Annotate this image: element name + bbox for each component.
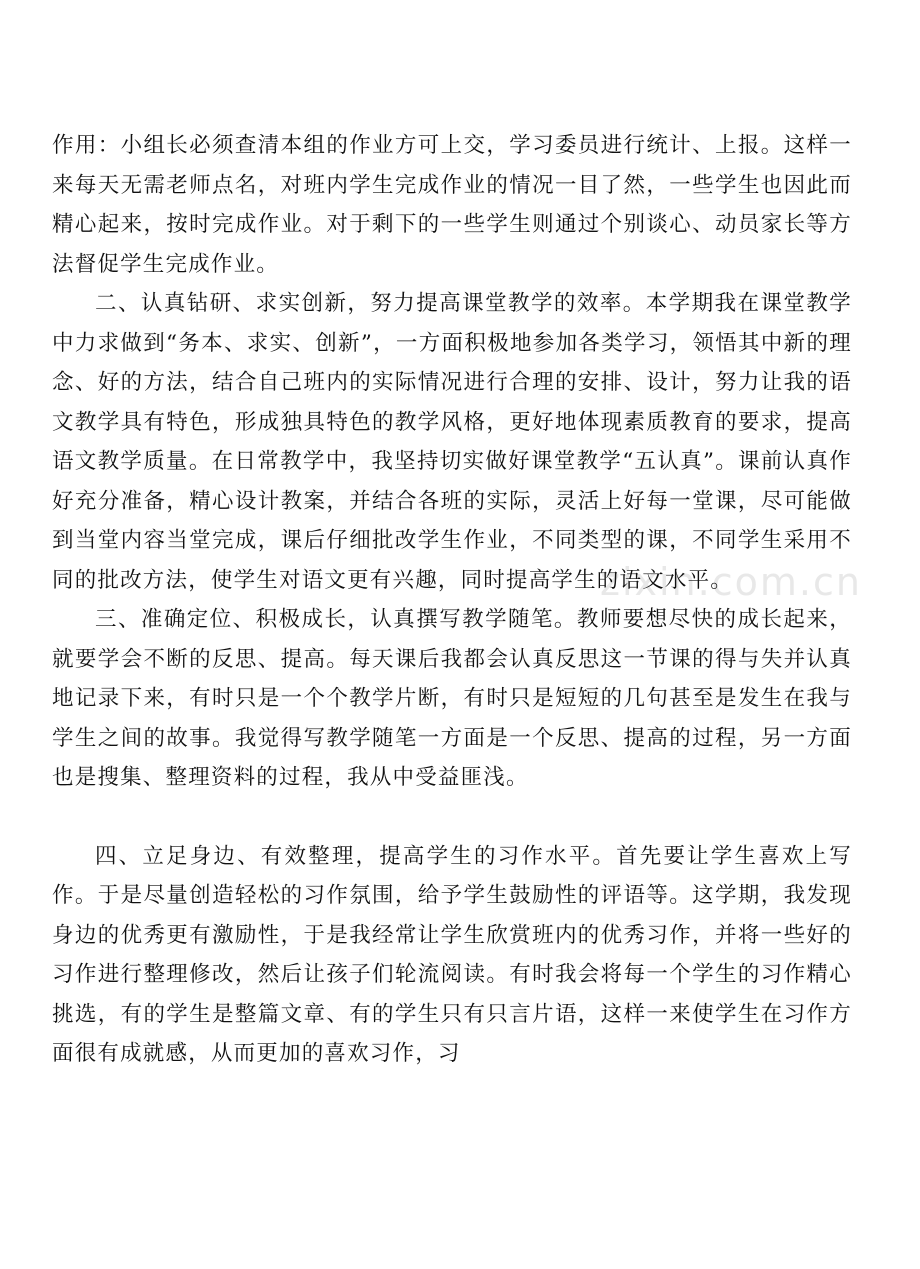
paragraph-section-two: 二、认真钻研、求实创新，努力提高课堂教学的效率。本学期我在课堂教学中力求做到“务本、求实、创新”，一方面积极地参加各类学习，领悟其中新的理念、好的方法，结合自己班内的实际情况进行合理的安排、设计，努力让我的语文教学具有特色，形成独具特色的教学风格，更好地体现素质教育的要求，提高语文教学质量。在日常教学中，我坚持切实做好课堂教学“五认真”。课前认真作好充分准备，精心设计教案，并结合各班的实际，灵活上好每一堂课，尽可能做到当堂内容当堂完成，课后仔细批改学生作业，不同类型的课，不同学生采用不同的批改方法，使学生对语文更有兴趣，同时提高学生的语文水平。 xyxy=(52,291,852,593)
paragraph-continuation: 作用：小组长必须查清本组的作业方可上交，学习委员进行统计、上报。这样一来每天无需老师点名，对班内学生完成作业的情况一目了然，一些学生也因此而精心起来，按时完成作业。对于剩下的一些学生则通过个别谈心、动员家长等方法督促学生完成作业。 xyxy=(52,133,852,277)
document-page xyxy=(52,126,852,1074)
paragraph-gap xyxy=(52,798,852,837)
paragraph-section-four: 四、立足身边、有效整理，提高学生的习作水平。首先要让学生喜欢上写作。于是尽量创造轻松的习作氛围，给予学生鼓励性的评语等。这学期，我发现身边的优秀更有激励性，于是我经常让学生欣赏班内的优秀习作，并将一些好的习作进行整理修改，然后让孩子们轮流阅读。有时我会将每一个学生的习作精心挑选，有的学生是整篇文章、有的学生只有只言片语，这样一来使学生在习作方面很有成就感，从而更加的喜欢习作，习 xyxy=(52,843,852,1066)
watermark-text: zixin.com.cn xyxy=(600,560,862,604)
paragraph-section-three: 三、准确定位、积极成长，认真撰写教学随笔。教师要想尽快的成长起来，就要学会不断的反思、提高。每天课后我都会认真反思这一节课的得与失并认真地记录下来，有时只是一个个教学片断，有时只是短短的几句甚至是发生在我与学生之间的故事。我觉得写教学随笔一方面是一个反思、提高的过程，另一方面也是搜集、整理资料的过程，我从中受益匪浅。 xyxy=(52,607,852,790)
